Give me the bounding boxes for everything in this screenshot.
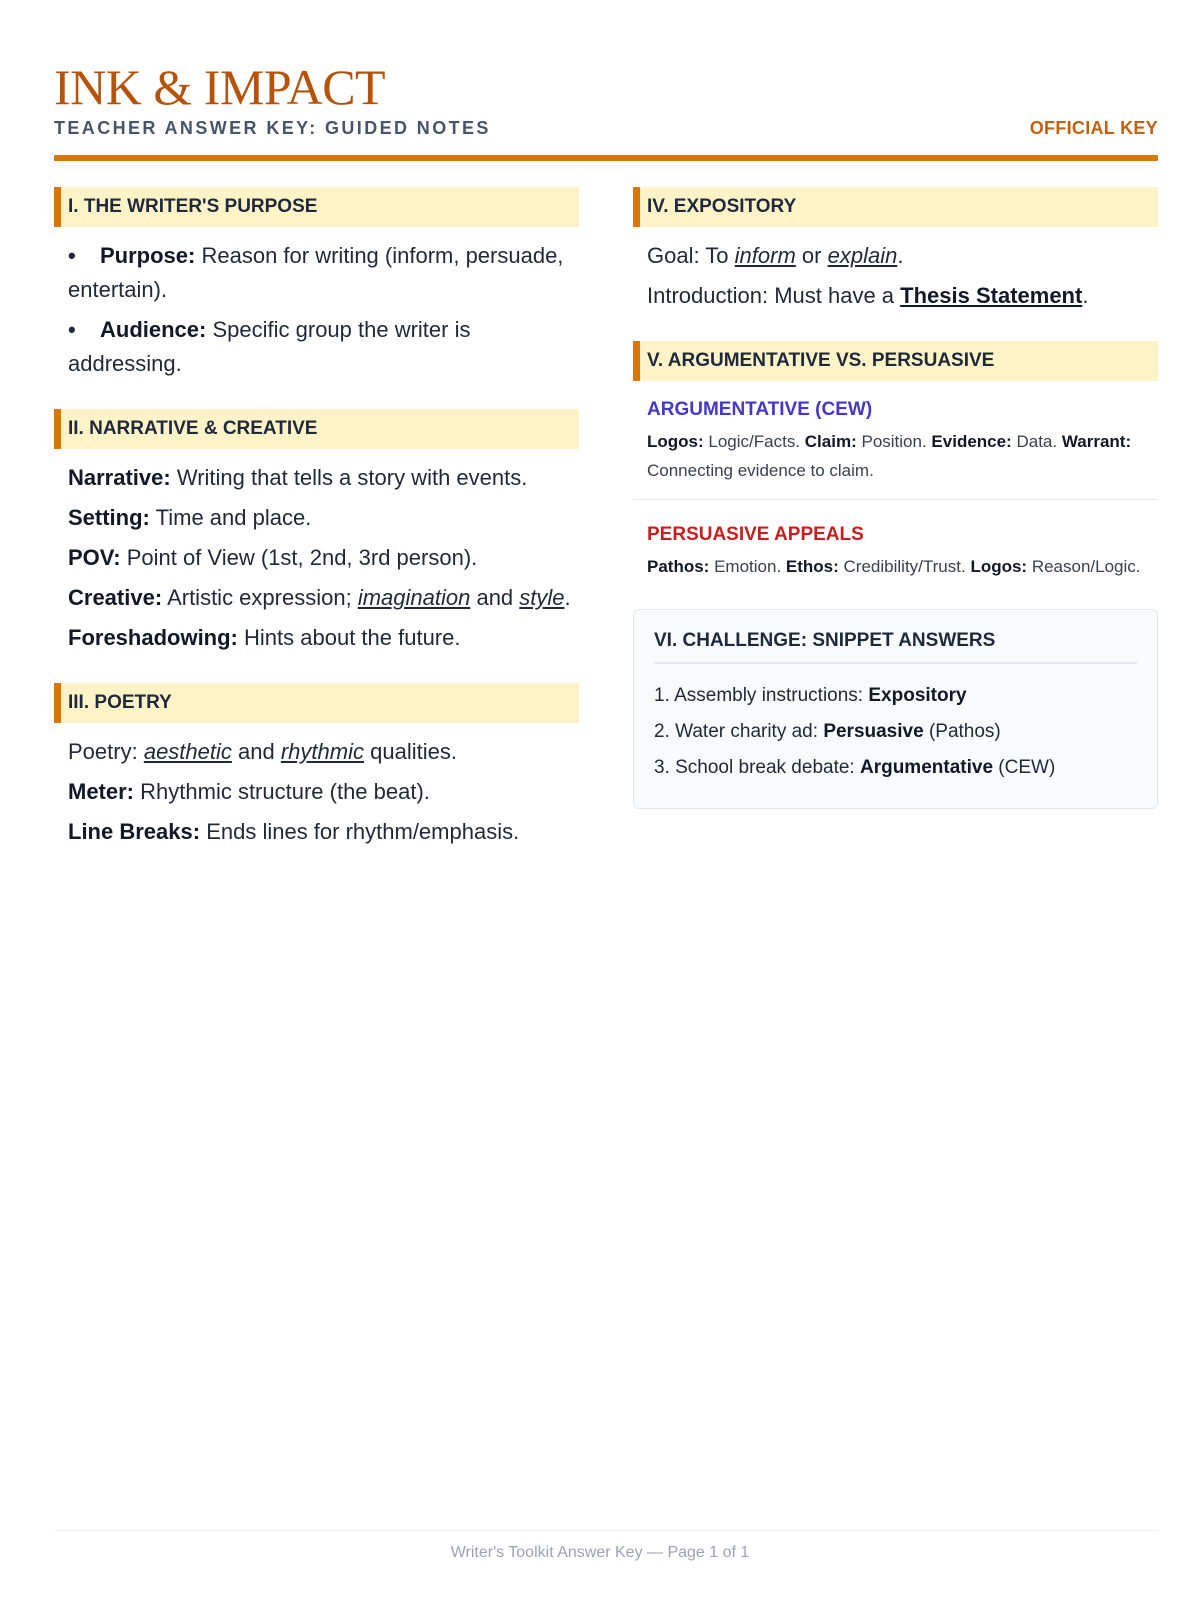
challenge-prompt: 2. Water charity ad:: [654, 721, 819, 742]
connector: or: [801, 243, 822, 268]
challenge-note: (Pathos): [928, 721, 1001, 742]
note-line: Creative: Artistic expression; imagination and style.: [68, 585, 571, 610]
definition: Ends lines for rhythm/emphasis.: [206, 819, 520, 844]
challenge-prompt: 1. Assembly instructions:: [654, 685, 864, 706]
definition: Reason/Logic.: [1031, 557, 1141, 576]
challenge-item: [654, 678, 1137, 714]
definition: qualities.: [370, 739, 457, 764]
document-subtitle: TEACHER ANSWER KEY: GUIDED NOTES: [54, 118, 491, 138]
section-body-purpose: [54, 239, 579, 381]
challenge-box: [633, 609, 1158, 809]
term: Logos:: [647, 432, 704, 451]
answer-key-page: [54, 54, 1158, 1554]
note-line: [68, 815, 579, 849]
section-heading-poetry: III. POETRY: [54, 683, 579, 723]
header-divider: [54, 155, 1158, 161]
definition: Specific group the writer is addressing.: [68, 317, 471, 376]
note-line: [68, 775, 579, 809]
persuasive-heading: PERSUASIVE APPEALS: [647, 524, 864, 545]
header-row: [54, 118, 1158, 139]
challenge-note: (CEW): [998, 757, 1056, 778]
bullet-icon: •: [68, 317, 76, 342]
challenge-item: [654, 714, 1137, 750]
note-line: [68, 461, 579, 495]
definition: Connecting evidence to claim.: [647, 461, 874, 480]
definition: Reason for writing (inform, persuade, entertain).: [68, 243, 564, 302]
section-heading-narrative: II. NARRATIVE & CREATIVE: [54, 409, 579, 449]
term: POV:: [68, 545, 121, 570]
bullet-icon: •: [68, 243, 76, 268]
definition: Credibility/Trust.: [843, 557, 966, 576]
connector: and: [238, 739, 275, 764]
divider: [633, 499, 1158, 500]
term: Logos:: [970, 557, 1028, 576]
answer-blank: aesthetic: [143, 739, 232, 764]
left-column: [54, 187, 579, 855]
label: Poetry:: [68, 739, 138, 764]
definition: Rhythmic structure (the beat).: [140, 779, 430, 804]
definition: Point of View (1st, 2nd, 3rd person).: [126, 545, 478, 570]
label: Introduction: Must have a: [647, 283, 895, 308]
challenge-answer: Expository: [868, 685, 967, 706]
term: Purpose:: [100, 243, 196, 268]
term: Meter:: [68, 779, 135, 804]
argumentative-notes: [647, 427, 1158, 485]
note-line: [68, 541, 579, 575]
section-body-expository: [633, 239, 1158, 313]
term: Line Breaks:: [68, 819, 201, 844]
connector: and: [476, 585, 514, 610]
definition: Hints about the future.: [244, 625, 461, 650]
section-body-argumentative: [633, 393, 1158, 485]
list-item: [68, 313, 579, 381]
answer-blank: Thesis Statement: [900, 283, 1083, 308]
right-column: [633, 187, 1158, 855]
note-line: Goal: To inform or explain.: [647, 243, 904, 268]
section-body-poetry: [54, 735, 579, 849]
definition: Writing that tells a story with events.: [176, 465, 528, 490]
two-column-layout: [54, 187, 1158, 855]
section-heading-purpose: I. THE WRITER'S PURPOSE: [54, 187, 579, 227]
page-footer: Writer's Toolkit Answer Key — Page 1 of 1: [450, 1544, 750, 1561]
note-line: [68, 501, 579, 535]
term: Evidence:: [931, 432, 1012, 451]
term: Warrant:: [1061, 432, 1132, 451]
challenge-prompt: 3. School break debate:: [654, 757, 855, 778]
argumentative-heading: ARGUMENTATIVE (CEW): [647, 399, 873, 420]
definition: Time and place.: [155, 505, 312, 530]
answer-blank: explain: [827, 243, 898, 268]
answer-blank: imagination: [357, 585, 471, 610]
term: Creative:: [68, 585, 163, 610]
term: Foreshadowing:: [68, 625, 238, 650]
term: Ethos:: [785, 557, 839, 576]
definition: Data.: [1016, 432, 1058, 451]
list-item: [68, 239, 579, 307]
persuasive-notes: [647, 552, 1158, 581]
footer-divider: [54, 1530, 1158, 1531]
section-body-narrative: [54, 461, 579, 655]
answer-blank: inform: [734, 243, 796, 268]
answer-blank: rhythmic: [280, 739, 364, 764]
note-line: [68, 621, 579, 655]
definition: Logic/Facts.: [708, 432, 801, 451]
definition: Emotion.: [714, 557, 782, 576]
term: Audience:: [100, 317, 207, 342]
note-line: [68, 735, 579, 769]
challenge-item: [654, 750, 1137, 786]
note-line: Introduction: Must have a Thesis Statement.: [647, 283, 1089, 308]
term: Claim:: [804, 432, 857, 451]
section-heading-expository: IV. EXPOSITORY: [633, 187, 1158, 227]
term: Narrative:: [68, 465, 171, 490]
label: Goal: To: [647, 243, 729, 268]
brand-title: INK & IMPACT: [54, 59, 386, 115]
official-key-badge: OFFICIAL KEY: [1029, 118, 1158, 138]
section-body-persuasive: [633, 518, 1158, 581]
answer-blank: style: [519, 585, 565, 610]
challenge-answer: Persuasive: [823, 721, 924, 742]
challenge-answer: Argumentative: [859, 757, 994, 778]
definition: Position.: [861, 432, 927, 451]
definition: Artistic expression;: [167, 585, 352, 610]
section-heading-argumentative: V. ARGUMENTATIVE VS. PERSUASIVE: [633, 341, 1158, 381]
term: Pathos:: [647, 557, 710, 576]
term: Setting:: [68, 505, 150, 530]
challenge-title: VI. CHALLENGE: SNIPPET ANSWERS: [654, 630, 1137, 664]
